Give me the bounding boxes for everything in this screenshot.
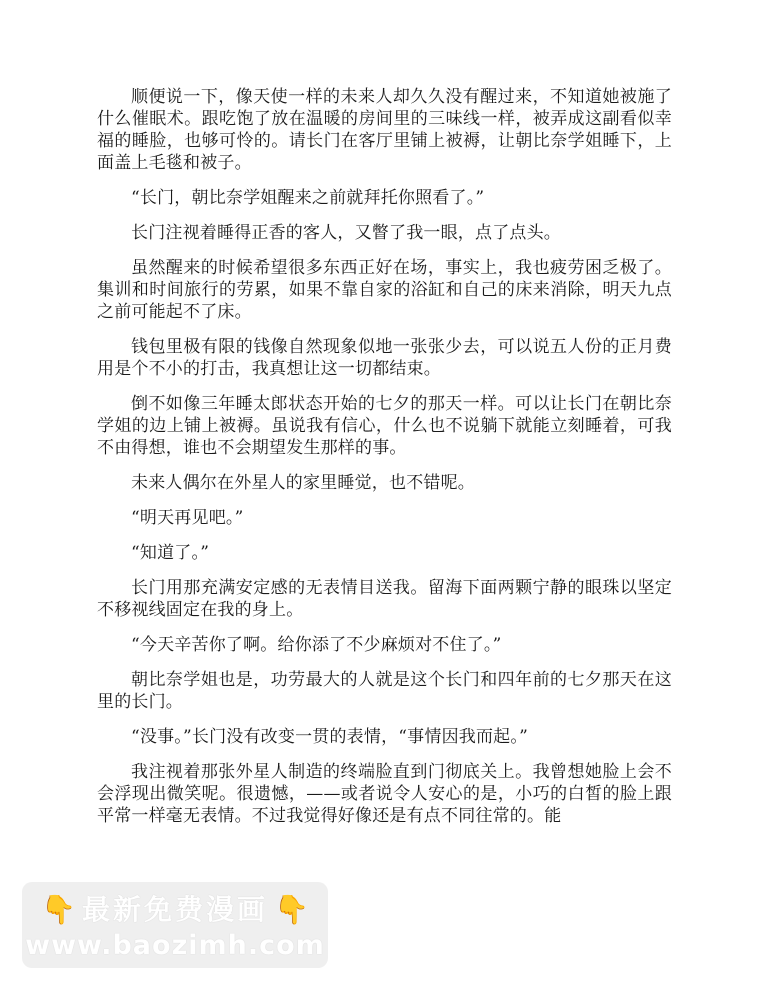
paragraph: 长门用那充满安定感的无表情目送我。留海下面两颗宁静的眼珠以坚定不移视线固定在我的身上。 (97, 578, 672, 620)
paragraph: “明天再见吧。” (131, 508, 244, 528)
paragraph: 倒不如像三年睡太郎状态开始的七夕的那天一样。可以让长门在朝比奈学姐的边上铺上被褥。虽说我有信心，什么也不说躺下就能立刻睡着，可我不由得想，谁也不会期望发生那样的事。 (97, 394, 672, 458)
watermark-url: www.baozimh.com (25, 930, 325, 961)
watermark-title: 最新免费漫画 (81, 893, 268, 926)
watermark-banner (22, 882, 328, 968)
paragraph: “今天辛苦你了啊。给你添了不少麻烦对不住了。” (131, 635, 502, 655)
paragraph: 长门注视着睡得正香的客人，又瞥了我一眼，点了点头。 (131, 223, 561, 243)
paragraph: 未来人偶尔在外星人的家里睡觉，也不错呢。 (131, 473, 475, 493)
paragraph: “没事。”长门没有改变一贯的表情，“事情因我而起。” (131, 727, 528, 747)
paragraph: “长门，朝比奈学姐醒来之前就拜托你照看了。” (131, 188, 485, 208)
paragraph: 顺便说一下，像天使一样的未来人却久久没有醒过来，不知道她被施了什么催眠术。跟吃饱了放在温暖的房间里的三味线一样，被弄成这副看似幸福的睡脸，也够可怜的。请长门在客厅里铺上被褥，让朝比奈学姐睡下，上面盖上毛毯和被子。 (97, 87, 672, 173)
paragraph: 朝比奈学姐也是，功劳最大的人就是这个长门和四年前的七夕那天在这里的长门。 (97, 670, 672, 712)
paragraph: 虽然醒来的时候希望很多东西正好在场，事实上，我也疲劳困乏极了。集训和时间旅行的劳累，如果不靠自家的浴缸和自己的床来消除，明天九点之前可能起不了床。 (97, 258, 672, 322)
watermark-title-row (22, 890, 328, 930)
text-body (97, 86, 672, 840)
pointing-down-hand-icon: 👇 (274, 893, 309, 926)
paragraph: 钱包里极有限的钱像自然现象似地一张张少去，可以说五人份的正月费用是个不小的打击，我真想让这一切都结束。 (97, 337, 672, 379)
pointing-down-hand-icon: 👇 (41, 893, 76, 926)
paragraph: 我注视着那张外星人制造的终端脸直到门彻底关上。我曾想她脸上会不会浮现出微笑呢。很遗憾，——或者说令人安心的是，小巧的白皙的脸上跟平常一样毫无表情。不过我觉得好像还是有点不同往常的。能 (97, 762, 672, 826)
paragraph: “知道了。” (131, 543, 210, 563)
